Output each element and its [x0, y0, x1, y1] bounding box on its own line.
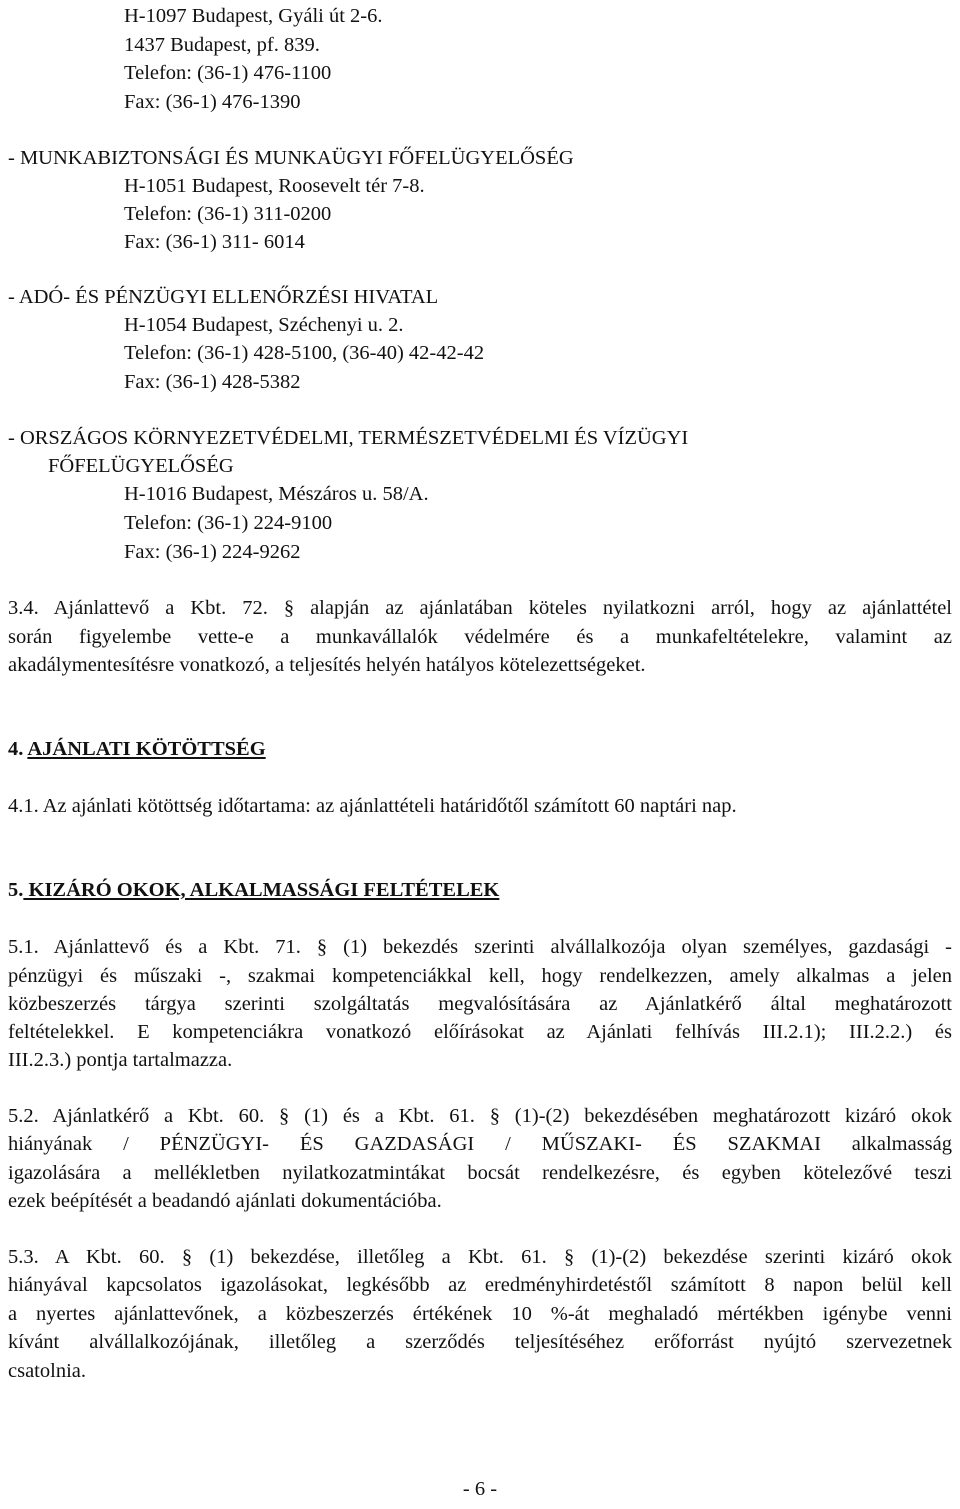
section-heading — [8, 739, 266, 760]
paragraph-line: akadálymentesítésre vonatkozó, a teljesítés helyén hatályos kötelezettségeket. — [8, 654, 646, 676]
paragraph-line: III.2.3.) pontja tartalmazza. — [8, 1049, 233, 1071]
section-number: 4. — [8, 738, 28, 760]
paragraph-line: kívánt alvállalkozójának, illetőleg a szerződés teljesítéséhez erőforrást nyújtó szervezetnek — [8, 1331, 952, 1353]
paragraph-line: csatolnia. — [8, 1360, 86, 1382]
paragraph-line: a nyertes ajánlattevőnek, a közbeszerzés értékének 10 %-át meghaladó mértékben igénybe venni — [8, 1303, 952, 1325]
paragraph-line: ezek beépítését a beadandó ajánlati dokumentációba. — [8, 1190, 442, 1212]
paragraph-line: 5.2. Ajánlatkérő a Kbt. 60. § (1) és a Kbt. 61. § (1)-(2) bekezdésében meghatározott kizáró okok — [8, 1105, 952, 1127]
paragraph-line: közbeszerzés tárgya szerinti szolgáltatás megvalósítására az Ajánlatkérő által meghatározott — [8, 993, 952, 1015]
org-title: - MUNKABIZTONSÁGI ÉS MUNKAÜGYI FŐFELÜGYELŐSÉG — [8, 147, 574, 169]
paragraph-line: feltételekkel. E kompetenciákra vonatkozó előírásokat az Ajánlati felhívás III.2.1); III.2.2.) és — [8, 1021, 952, 1043]
section-number: 5. — [8, 879, 24, 901]
paragraph-line: hiányával kapcsolatos igazolásokat, legkésőbb az eredményhirdetéstől számított 8 napon belül kell — [8, 1274, 952, 1296]
org-title: - ORSZÁGOS KÖRNYEZETVÉDELMI, TERMÉSZETVÉDELMI ÉS VÍZÜGYI — [8, 427, 689, 449]
org-title-continued: FŐFELÜGYELŐSÉG — [48, 455, 234, 477]
paragraph-line: pénzügyi és műszaki -, szakmai kompetenciákkal kell, hogy rendelkezzen, amely alkalmas a jelen — [8, 965, 952, 987]
phone-line: Telefon: (36-1) 311-0200 — [124, 203, 332, 225]
paragraph-line: 5.1. Ajánlattevő és a Kbt. 71. § (1) bekezdés szerinti alvállalkozója olyan személyes, gazdasági - — [8, 936, 952, 958]
phone-line: Telefon: (36-1) 476-1100 — [124, 62, 332, 84]
fax-line: Fax: (36-1) 224-9262 — [124, 541, 301, 563]
address-line: H-1054 Budapest, Széchenyi u. 2. — [124, 314, 404, 336]
address-line: H-1097 Budapest, Gyáli út 2-6. — [124, 5, 383, 27]
page-number: - 6 - — [462, 1478, 498, 1500]
address-line: H-1051 Budapest, Roosevelt tér 7-8. — [124, 175, 425, 197]
paragraph-line: 4.1. Az ajánlati kötöttség időtartama: az ajánlattételi határidőtől számított 60 naptári nap. — [8, 795, 737, 817]
fax-line: Fax: (36-1) 311- 6014 — [124, 231, 305, 253]
org-title: - ADÓ- ÉS PÉNZÜGYI ELLENŐRZÉSI HIVATAL — [8, 286, 439, 308]
fax-line: Fax: (36-1) 476-1390 — [124, 91, 301, 113]
paragraph-line: során figyelembe vette-e a munkavállalók védelmére és a munkafeltételekre, valamint az — [8, 626, 952, 648]
section-title: AJÁNLATI KÖTÖTTSÉG — [27, 738, 266, 760]
paragraph-line: 5.3. A Kbt. 60. § (1) bekezdése, illetőleg a Kbt. 61. § (1)-(2) bekezdése szerinti kizáró okok — [8, 1246, 952, 1268]
address-line: H-1016 Budapest, Mészáros u. 58/A. — [124, 483, 429, 505]
phone-line: Telefon: (36-1) 224-9100 — [124, 512, 333, 534]
phone-line: Telefon: (36-1) 428-5100, (36-40) 42-42-42 — [124, 342, 485, 364]
paragraph-line: hiányának / PÉNZÜGYI- ÉS GAZDASÁGI / MŰSZAKI- ÉS SZAKMAI alkalmasság — [8, 1133, 952, 1155]
section-heading — [8, 880, 499, 901]
paragraph-line: igazolására a mellékletben nyilatkozatmintákat bocsát rendelkezésre, és egyben kötelezővé teszi — [8, 1162, 952, 1184]
section-title: KIZÁRÓ OKOK, ALKALMASSÁGI FELTÉTELEK — [23, 879, 500, 901]
fax-line: Fax: (36-1) 428-5382 — [124, 371, 301, 393]
paragraph-line: 3.4. Ajánlattevő a Kbt. 72. § alapján az ajánlatában köteles nyilatkozni arról, hogy az ajánlattétel — [8, 597, 952, 619]
postal-line: 1437 Budapest, pf. 839. — [124, 34, 320, 56]
